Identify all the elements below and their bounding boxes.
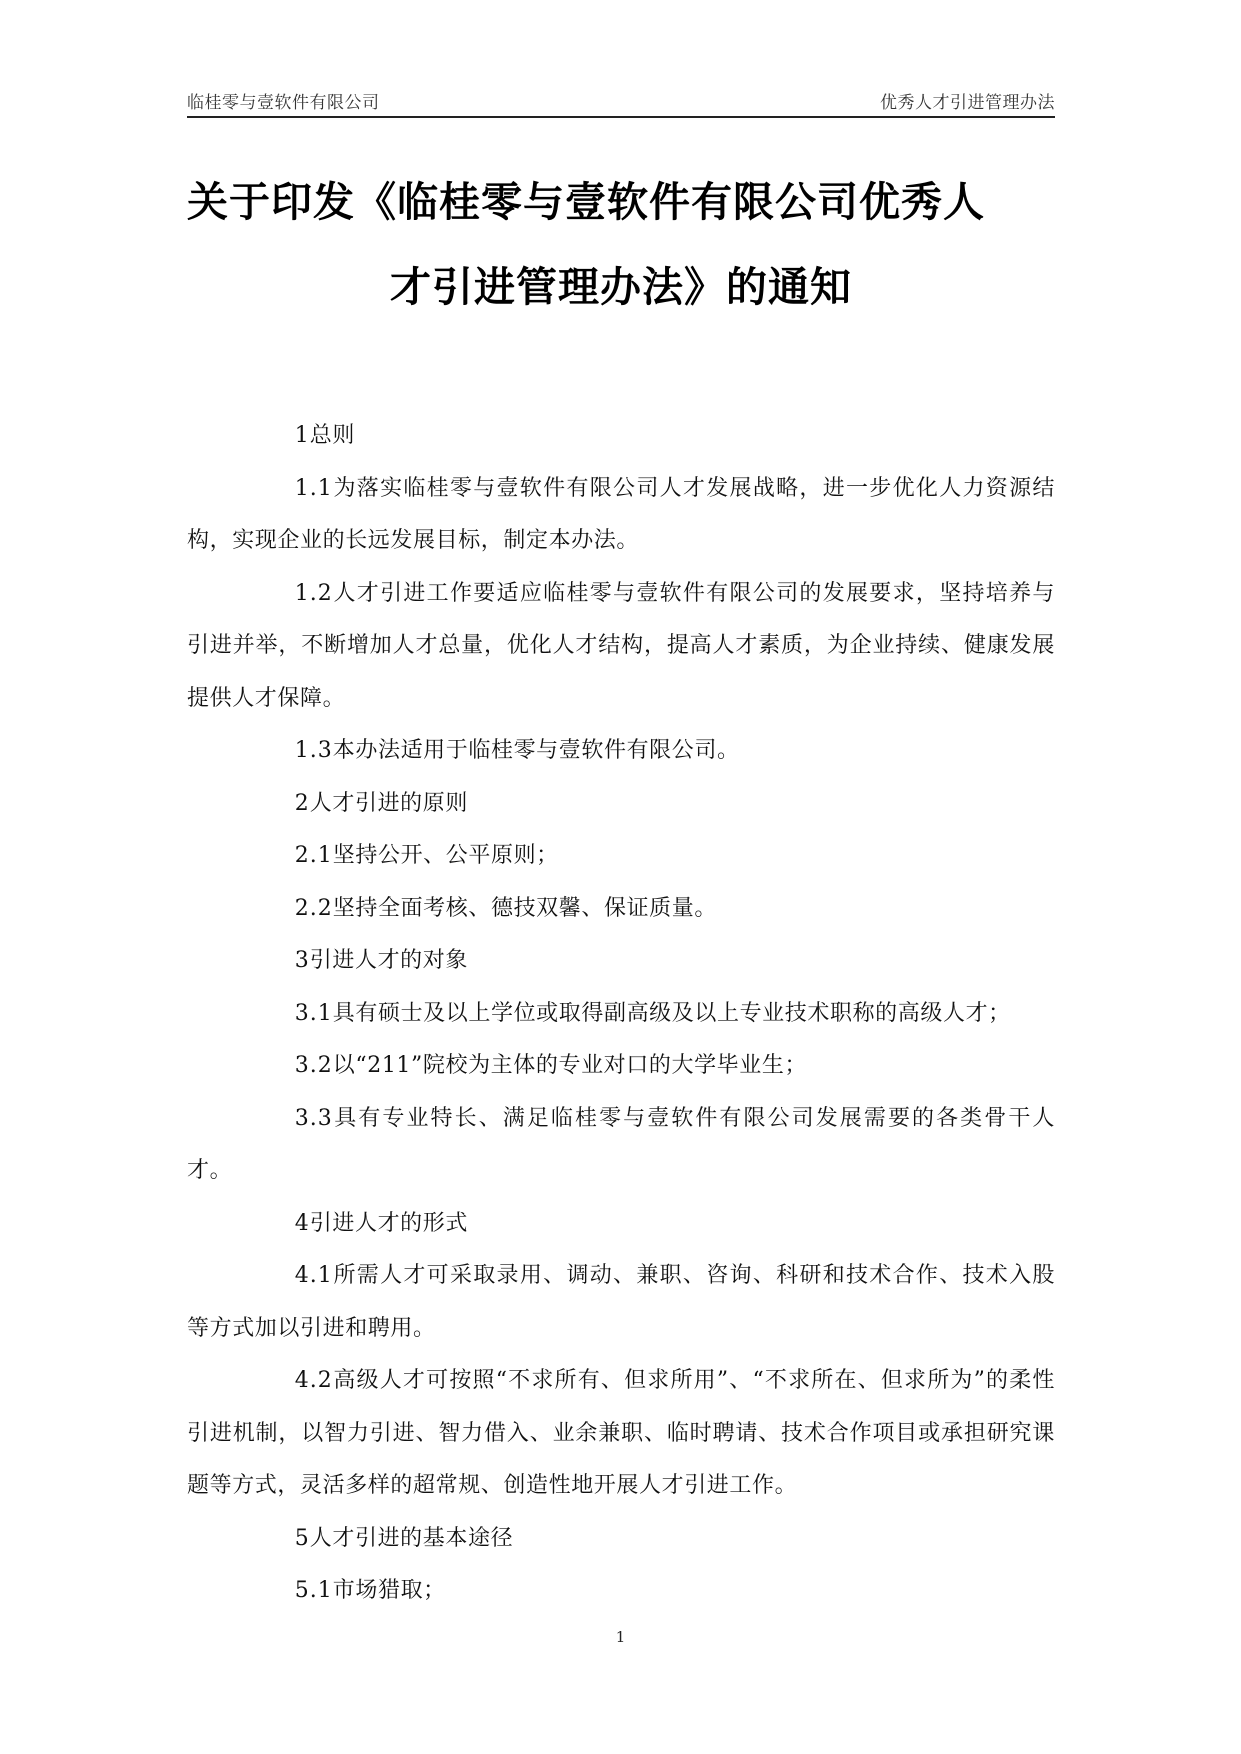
title-line-2: 才引进管理办法》的通知 [390, 263, 852, 311]
clause-text: 以“211”院校为主体的专业对口的大学毕业生； [332, 1053, 808, 1078]
section-number: 4 [294, 1210, 310, 1236]
section-text: 人才引进的原则 [309, 790, 468, 816]
clause-text: 高级人才可按照“不求所有、但求所用”、“不求所在、但求所为”的柔性引进机制，以智力引进、智力借入、业余兼职、临时聘请、技术合作项目或承担研究课题等方式，灵活多样的超常规、创造性地开展人才引进工作。 [187, 1368, 1055, 1498]
clause-number: 2.1 [294, 843, 333, 868]
clause-paragraph [187, 1093, 1055, 1198]
clause-text: 坚持全面考核、德技双馨、保证质量。 [332, 895, 717, 921]
clause-text: 具有硕士及以上学位或取得副高级及以上专业技术职称的高级人才； [332, 1000, 1011, 1026]
clause-text: 所需人才可采取录用、调动、兼职、咨询、科研和技术合作、技术入股等方式加以引进和聘用。 [187, 1263, 1055, 1341]
section-number: 2 [294, 790, 310, 816]
section-heading [187, 410, 1055, 463]
clause-text: 本办法适用于临桂零与壹软件有限公司。 [332, 738, 740, 763]
section-heading [187, 778, 1055, 831]
clause-number: 2.2 [294, 895, 333, 921]
document-body [187, 410, 1055, 1618]
clause-text: 人才引进工作要适应临桂零与壹软件有限公司的发展要求，坚持培养与引进并举，不断增加人才总量，优化人才结构，提高人才素质，为企业持续、健康发展提供人才保障。 [187, 580, 1055, 711]
section-text: 人才引进的基本途径 [309, 1525, 514, 1551]
clause-paragraph [187, 725, 1055, 778]
section-number: 1 [294, 423, 310, 448]
clause-text: 坚持公开、公平原则； [332, 843, 559, 868]
clause-paragraph [187, 883, 1055, 936]
clause-number: 3.1 [294, 1000, 333, 1026]
clause-number: 4.1 [294, 1263, 333, 1288]
title-line-1: 关于印发《临桂零与壹软件有限公司优秀人 [187, 178, 985, 226]
section-text: 总则 [309, 423, 355, 448]
clause-number: 3.3 [294, 1105, 333, 1131]
clause-paragraph [187, 568, 1055, 726]
clause-paragraph [187, 1565, 1055, 1618]
clause-text: 为落实临桂零与壹软件有限公司人才发展战略，进一步优化人力资源结构，实现企业的长远发展目标，制定本办法。 [187, 475, 1055, 553]
clause-text: 具有专业特长、满足临桂零与壹软件有限公司发展需要的各类骨干人才。 [187, 1105, 1055, 1183]
section-text: 引进人才的形式 [309, 1210, 468, 1236]
clause-paragraph [187, 830, 1055, 883]
clause-paragraph [187, 1250, 1055, 1355]
clause-number: 1.3 [294, 738, 333, 763]
header-document-name: 优秀人才引进管理办法 [880, 93, 1055, 113]
clause-text: 市场猎取； [332, 1578, 446, 1603]
section-heading [187, 1198, 1055, 1251]
document-title [187, 160, 1055, 330]
section-heading [187, 1513, 1055, 1566]
clause-number: 4.2 [294, 1368, 333, 1393]
header-company-name: 临桂零与壹软件有限公司 [187, 93, 380, 113]
clause-paragraph [187, 1040, 1055, 1093]
clause-number: 5.1 [294, 1578, 333, 1603]
page-number: 1 [615, 1628, 626, 1646]
section-heading [187, 935, 1055, 988]
section-number: 5 [294, 1525, 310, 1551]
clause-number: 1.2 [294, 580, 333, 606]
section-text: 引进人才的对象 [309, 948, 468, 973]
clause-paragraph [187, 1355, 1055, 1513]
clause-paragraph [187, 463, 1055, 568]
clause-number: 1.1 [294, 475, 333, 501]
clause-paragraph [187, 988, 1055, 1041]
page-header [187, 86, 1055, 118]
clause-number: 3.2 [294, 1053, 333, 1078]
section-number: 3 [294, 948, 310, 973]
